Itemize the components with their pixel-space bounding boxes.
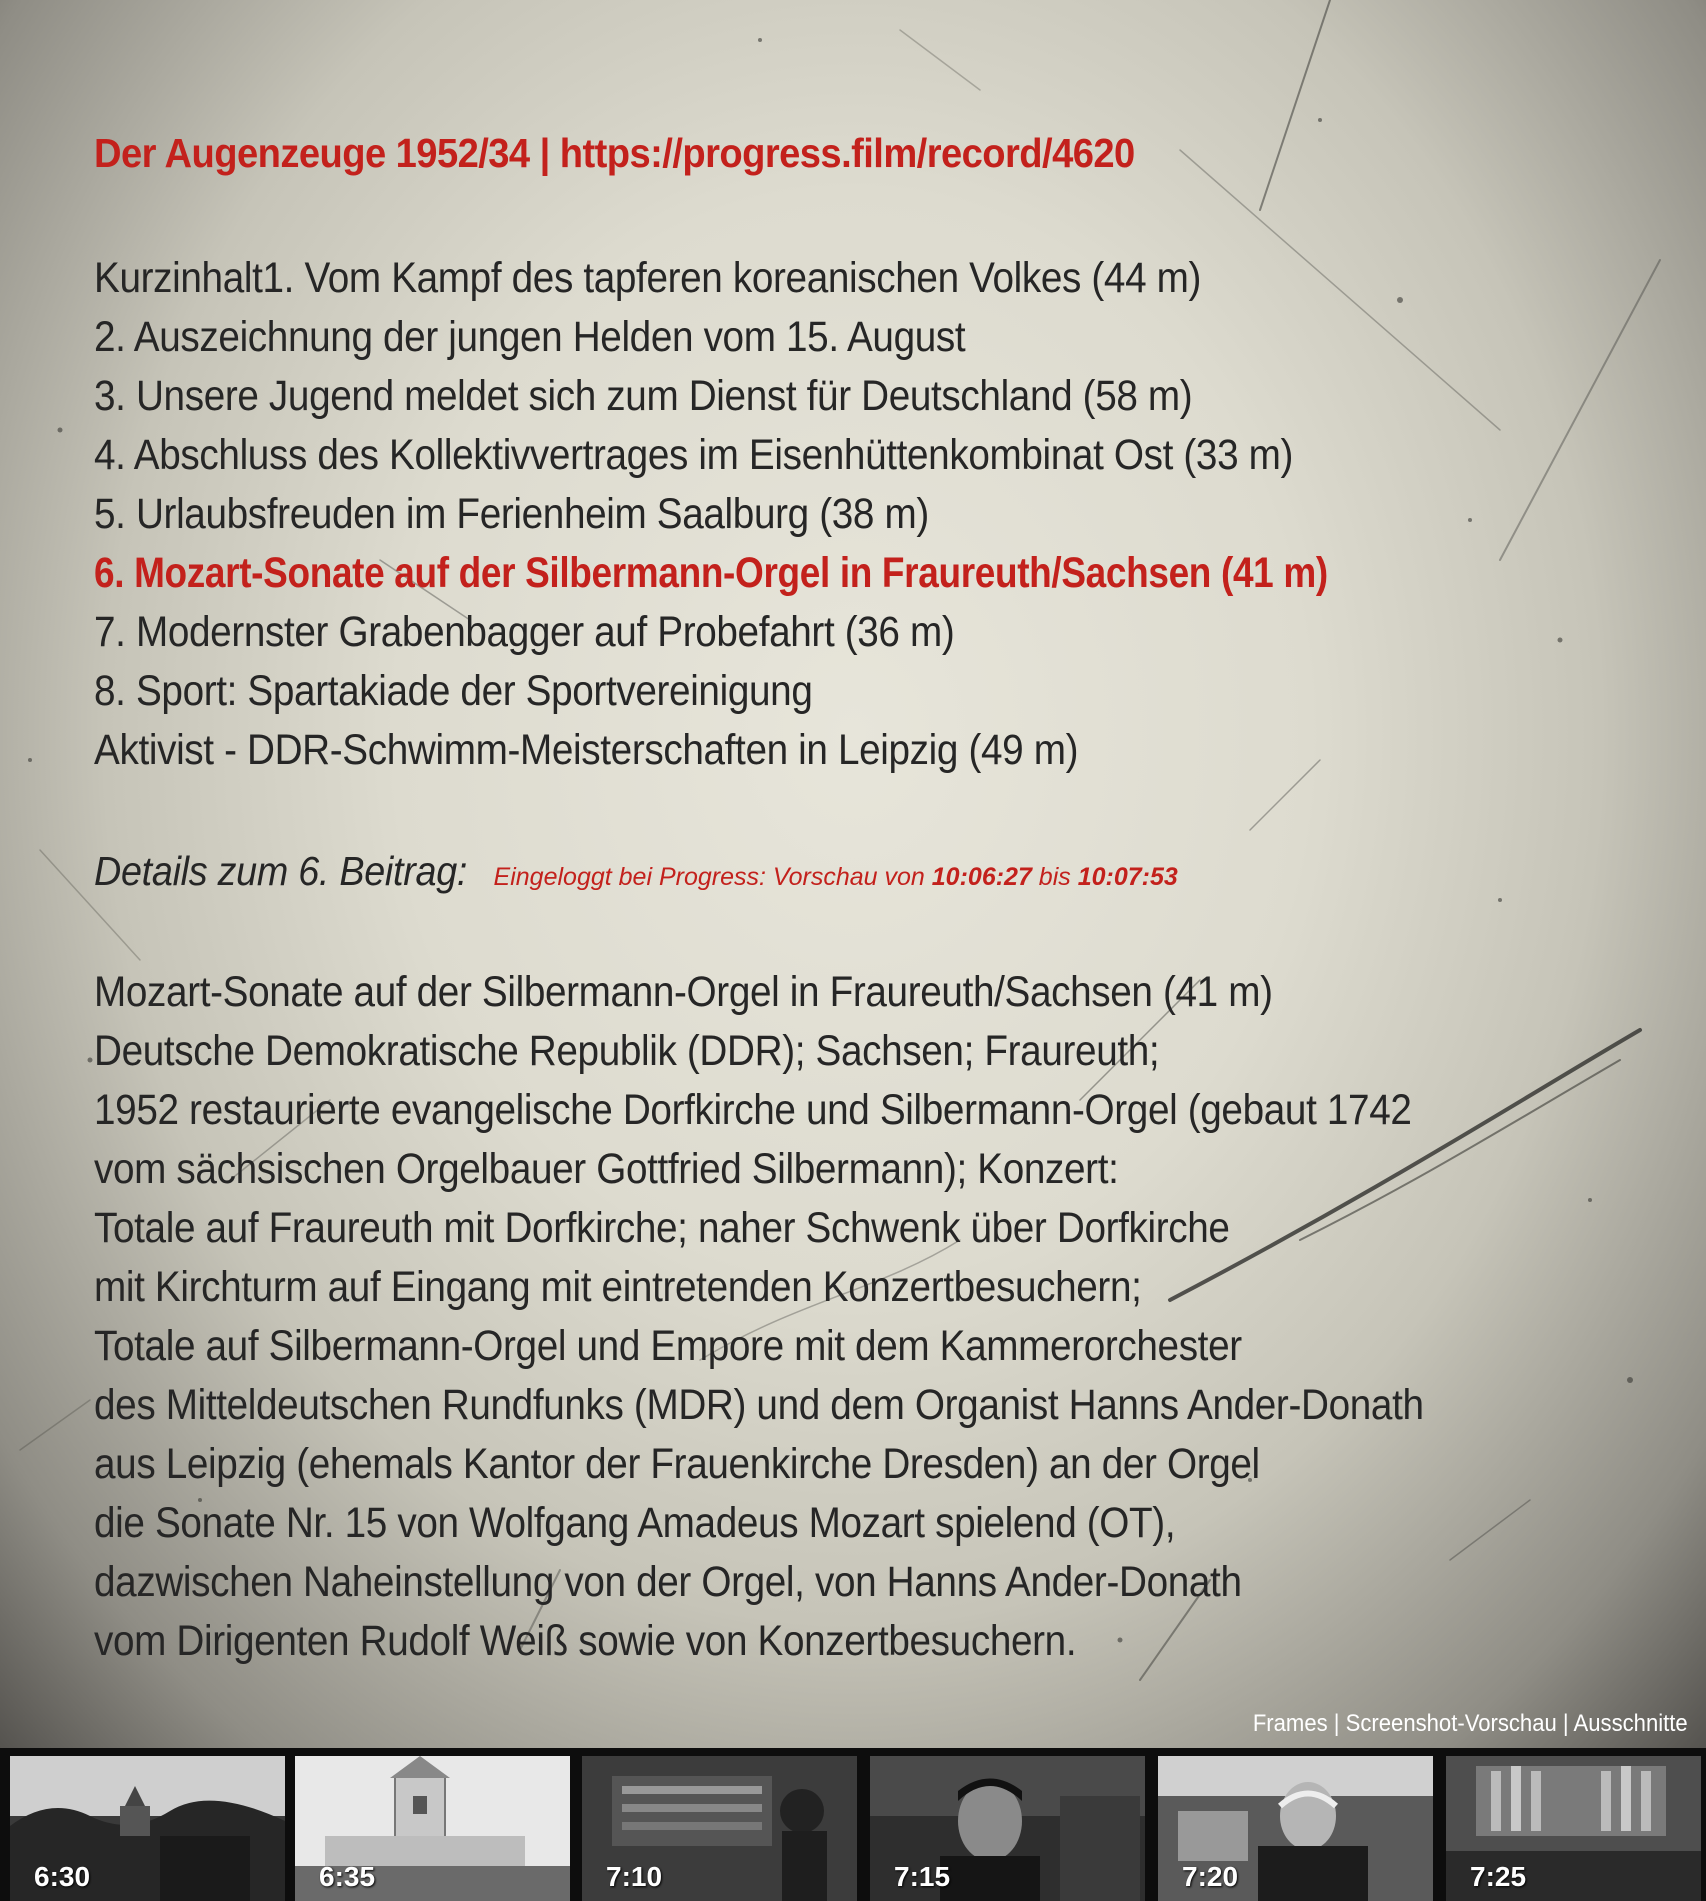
record-title: Der Augenzeuge 1952/34 | https://progress.film/record/4620	[94, 130, 1135, 176]
frame-thumbnail[interactable]	[1446, 1756, 1701, 1901]
contents-item: 7. Modernster Grabenbagger auf Probefahrt (36 m)	[94, 608, 955, 656]
frame-timestamp: 7:10	[606, 1861, 663, 1892]
details-line: des Mitteldeutschen Rundfunks (MDR) und dem Organist Hanns Ander-Donath	[94, 1381, 1424, 1429]
contents-item-highlighted: 6. Mozart-Sonate auf der Silbermann-Orgel in Fraureuth/Sachsen (41 m)	[94, 549, 1328, 597]
contents-list	[94, 249, 1529, 780]
preview-start-time: 10:06:27	[931, 863, 1032, 891]
contents-item: 2. Auszeichnung der jungen Helden vom 15. August	[94, 313, 966, 361]
frame-thumbnail[interactable]	[295, 1756, 570, 1901]
frame-thumbnail[interactable]	[870, 1756, 1145, 1901]
preview-end-time: 10:07:53	[1077, 863, 1178, 891]
frame-timestamp: 7:25	[1470, 1861, 1527, 1892]
details-line: mit Kirchturm auf Eingang mit eintretenden Konzertbesuchern;	[94, 1263, 1142, 1311]
details-line: aus Leipzig (ehemals Kantor der Frauenkirche Dresden) an der Orgel	[94, 1440, 1260, 1488]
details-line: Mozart-Sonate auf der Silbermann-Orgel in Fraureuth/Sachsen (41 m)	[94, 968, 1273, 1016]
frame-timestamp: 7:15	[894, 1861, 951, 1892]
contents-item: Kurzinhalt1. Vom Kampf des tapferen koreanischen Volkes (44 m)	[94, 254, 1202, 302]
contents-item: 4. Abschluss des Kollektivvertrages im Eisenhüttenkombinat Ost (33 m)	[94, 431, 1294, 479]
details-line: die Sonate Nr. 15 von Wolfgang Amadeus Mozart spielend (OT),	[94, 1499, 1176, 1547]
details-heading-row	[94, 848, 1178, 895]
frame-timestamp: 6:35	[319, 1861, 376, 1892]
frame-thumbnail[interactable]	[582, 1756, 857, 1901]
details-line: vom sächsischen Orgelbauer Gottfried Silbermann); Konzert:	[94, 1145, 1119, 1193]
contents-item: 5. Urlaubsfreuden im Ferienheim Saalburg (38 m)	[94, 490, 929, 538]
details-line: Deutsche Demokratische Republik (DDR); Sachsen; Fraureuth;	[94, 1027, 1160, 1075]
details-line: dazwischen Naheinstellung von der Orgel, von Hanns Ander-Donath	[94, 1558, 1242, 1606]
details-line: 1952 restaurierte evangelische Dorfkirche und Silbermann-Orgel (gebaut 1742	[94, 1086, 1412, 1134]
details-line: Totale auf Silbermann-Orgel und Empore mit dem Kammerorchester	[94, 1322, 1242, 1370]
contents-item: 8. Sport: Spartakiade der Sportvereinigung	[94, 667, 813, 715]
details-text	[94, 963, 1571, 1671]
frames-label: Frames | Screenshot-Vorschau | Ausschnitte	[1253, 1710, 1688, 1737]
login-note: Eingeloggt bei Progress: Vorschau von 10:06:27 bis 10:07:53	[493, 863, 1178, 891]
details-line: Totale auf Fraureuth mit Dorfkirche; naher Schwenk über Dorfkirche	[94, 1204, 1230, 1252]
contents-item: Aktivist - DDR-Schwimm-Meisterschaften in Leipzig (49 m)	[94, 726, 1079, 774]
frame-timestamp: 6:30	[34, 1861, 91, 1892]
details-heading: Details zum 6. Beitrag:	[94, 848, 468, 894]
contents-item: 3. Unsere Jugend meldet sich zum Dienst für Deutschland (58 m)	[94, 372, 1193, 420]
frame-thumbnail[interactable]	[10, 1756, 285, 1901]
filmstrip	[0, 1748, 1706, 1901]
frame-timestamp: 7:20	[1182, 1861, 1239, 1892]
frame-thumbnail[interactable]	[1158, 1756, 1433, 1901]
details-line: vom Dirigenten Rudolf Weiß sowie von Konzertbesuchern.	[94, 1617, 1077, 1665]
